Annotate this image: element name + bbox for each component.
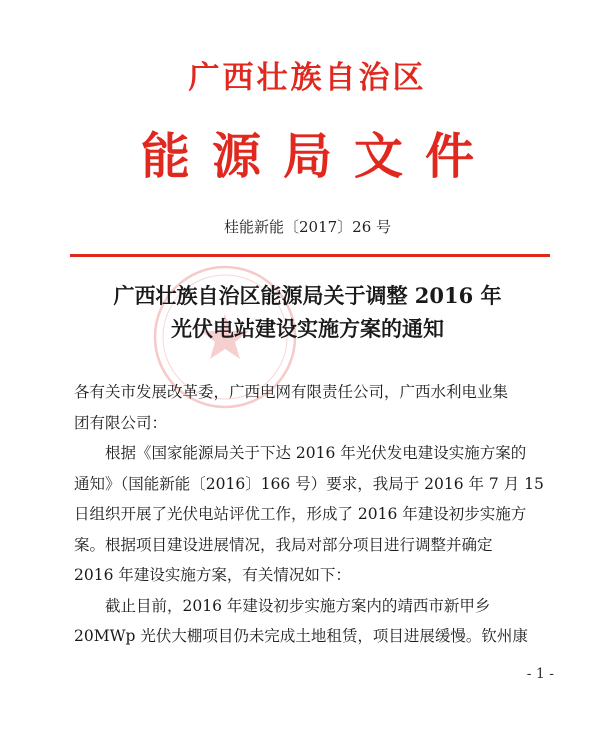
text-line: 根据《国家能源局关于下达 2016 年光伏发电建设实施方案的: [105, 444, 527, 462]
text-line: 团有限公司：: [74, 413, 168, 432]
notice-title: [0, 279, 615, 345]
text-line: 各有关市发展改革委，广西电网有限责任公司，广西水利电业集: [74, 383, 509, 401]
text-line: 通知》（国能新能〔2016〕166 号）要求，我局于 2016 年 7 月 15: [74, 474, 544, 493]
body-paragraph: [74, 591, 549, 652]
page-number: - 1 -: [526, 666, 554, 682]
recipients-paragraph: [74, 377, 549, 438]
notice-title-line: 广西壮族自治区能源局关于调整 2016 年: [113, 283, 502, 308]
text-line: 2016 年建设实施方案，有关情况如下：: [74, 566, 351, 584]
text-line: 案。根据项目建设进展情况，我局对部分项目进行调整并确定: [74, 535, 493, 554]
text-line: 20MWp 光伏大棚项目仍未完成土地租赁，项目进展缓慢。钦州康: [74, 627, 528, 645]
issuer-document-heading: 能源局文件: [140, 127, 496, 185]
red-separator-line: [70, 254, 550, 257]
notice-title-line: 光伏电站建设实施方案的通知: [171, 316, 444, 341]
document-body: [74, 377, 549, 652]
document-number: 桂能新能〔2017〕26 号: [223, 218, 392, 236]
text-line: 截止目前，2016 年建设初步实施方案内的靖西市新甲乡: [105, 596, 491, 615]
issuer-name: 广西壮族自治区: [188, 60, 427, 96]
text-line: 日组织开展了光伏电站评优工作，形成了 2016 年建设初步实施方: [74, 505, 527, 523]
body-paragraph: [74, 438, 549, 591]
